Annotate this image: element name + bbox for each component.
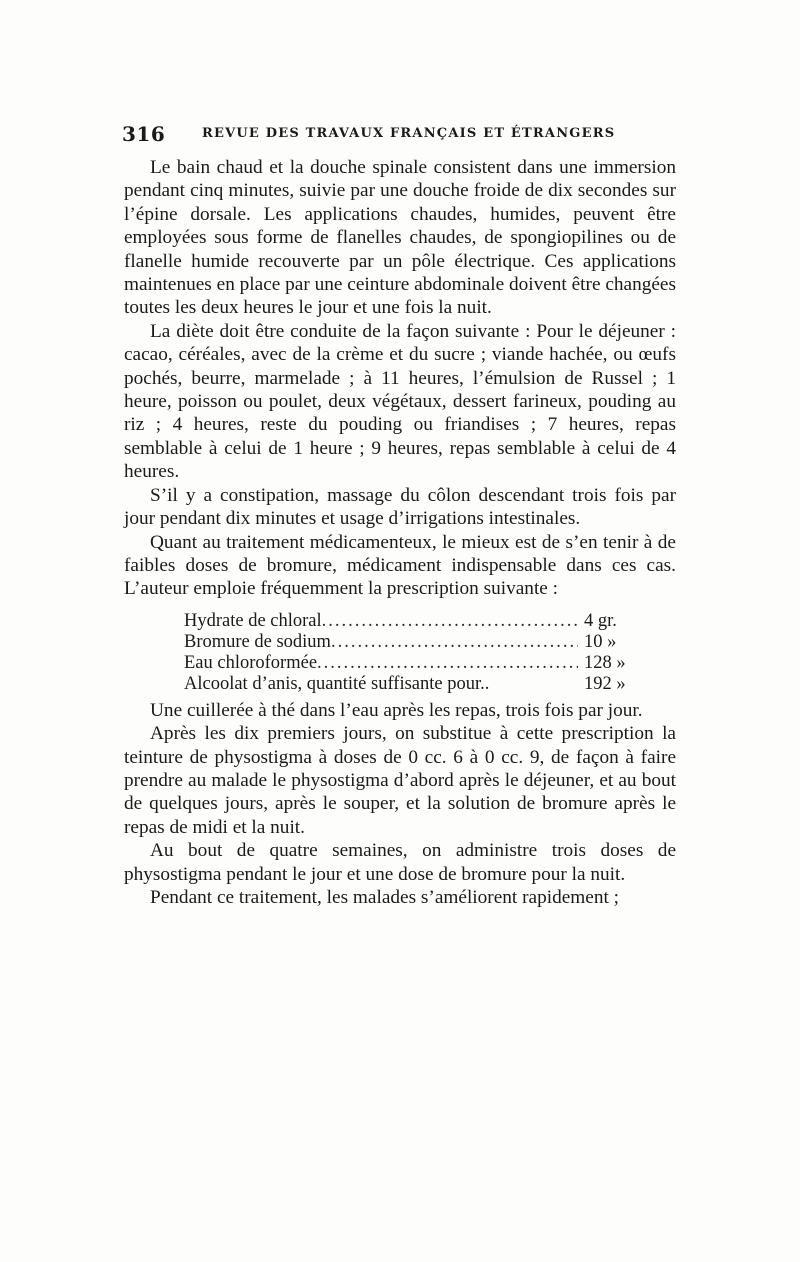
prescription-row: [184, 653, 654, 674]
paragraph-dosage: Une cuillerée à thé dans l’eau après les repas, trois fois par jour.: [150, 699, 643, 721]
paragraph-diet: La diète doit être conduite de la façon suivante : Pour le déjeuner : cacao, céréales, avec de la crème et du sucre ; viande hachée, ou œufs pochés, beurre, marmelade ; à 11 heures, l’émulsion de Russel ; 1 heure, poisson ou poulet, deux végétaux, dessert farineux, pouding au riz ; 4 heures, reste du pouding ou friandises ; 7 heures, repas semblable à celui de 1 heure ; 9 heures, repas semblable à celui de 4 heures.: [124, 320, 676, 483]
ingredient-name: Bromure de sodium: [184, 631, 331, 652]
leader-dots: [322, 611, 578, 632]
leader-dots: [331, 632, 578, 653]
running-head: [122, 122, 678, 146]
ingredient-quantity: 128 »: [584, 652, 626, 673]
paragraph-baths: Le bain chaud et la douche spinale consistent dans une immersion pendant cinq minutes, suivie par une douche froide de dix secondes sur l’épine dorsale. Les applications chaudes, humides, peuvent être employées sous forme de flanelles chaudes, de spongiopilines ou de flanelle humide recouverte par un pôle électrique. Ces applications maintenues en place par une ceinture abdominale doivent être changées toutes les deux heures le jour et une fois la nuit.: [124, 157, 676, 319]
prescription-row: [184, 674, 654, 695]
paragraph-improvement: Pendant ce traitement, les malades s’améliorent rapidement ;: [150, 886, 620, 908]
page-number: 316: [122, 122, 166, 146]
prescription-formula: [184, 611, 654, 695]
paragraph-physostigma: Après les dix premiers jours, on substitue à cette prescription la teinture de physostigma à doses de 0 cc. 6 à 0 cc. 9, de façon à faire prendre au malade le physostigma d’abord après le déjeuner, et au bout de quelques jours, après le souper, et la solution de bromure après le repas de midi et la nuit.: [124, 723, 676, 838]
body-text: [124, 156, 676, 909]
ingredient-quantity: 4 gr.: [584, 610, 617, 631]
leader-dots: [317, 653, 578, 674]
ingredient-name: Hydrate de chloral: [184, 610, 322, 631]
ingredient-name: Eau chloroformée: [184, 652, 318, 673]
running-title: REVUE DES TRAVAUX FRANÇAIS ET ÉTRANGERS: [202, 126, 616, 141]
prescription-row: [184, 632, 654, 653]
prescription-row: [184, 611, 654, 632]
paragraph-four-weeks: Au bout de quatre semaines, on administre trois doses de physostigma pendant le jour et une dose de bromure pour la nuit.: [124, 840, 676, 885]
paragraph-constipation: S’il y a constipation, massage du côlon descendant trois fois par jour pendant dix minutes et usage d’irrigations intestinales.: [124, 484, 676, 530]
ingredient-quantity: 192 »: [584, 673, 626, 694]
ingredient-name: Alcoolat d’anis, quantité suffisante pour..: [184, 673, 490, 694]
paragraph-medication: Quant au traitement médicamenteux, le mieux est de s’en tenir à de faibles doses de bromure, médicament indispensable dans ces cas. L’auteur emploie fréquemment la prescription suivante :: [124, 531, 676, 600]
ingredient-quantity: 10 »: [584, 631, 617, 652]
